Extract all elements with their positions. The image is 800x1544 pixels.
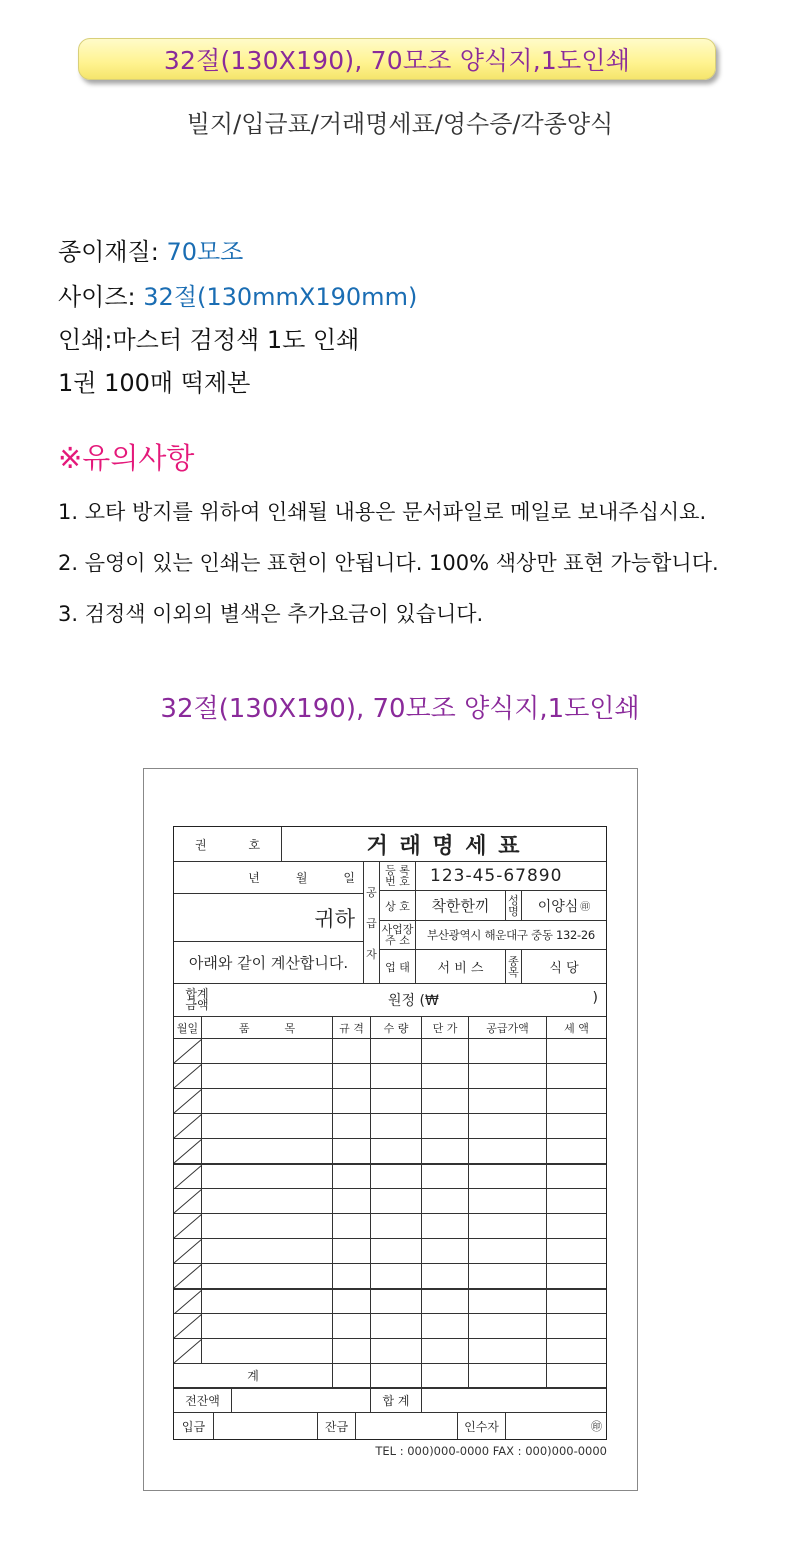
table-cell: [371, 1214, 422, 1238]
table-cell: [371, 1039, 422, 1063]
table-cell: [333, 1089, 371, 1113]
spec-label: 1권 100매 떡제본: [58, 369, 251, 397]
balance-label: 잔금: [318, 1413, 356, 1439]
table-cell: [469, 1339, 547, 1363]
notice-item: 1. 오타 방지를 위하여 인쇄될 내용은 문서파일로 메일로 보내주십시요.: [58, 500, 707, 524]
table-cell: [469, 1039, 547, 1063]
table-cell: [202, 1064, 333, 1088]
table-row: [174, 1089, 606, 1114]
table-cell: [174, 1314, 202, 1338]
table-cell: [202, 1189, 333, 1213]
table-cell: [371, 1314, 422, 1338]
total-close-paren: ): [592, 990, 598, 1006]
addr-label-line: 주 소: [385, 934, 410, 947]
table-cell: [371, 1064, 422, 1088]
table-row: [174, 1114, 606, 1139]
header-banner-text: 32절(130X190), 70모조 양식지,1도인쇄: [163, 46, 631, 75]
table-cell: [333, 1290, 371, 1313]
col-supply-amount: 공급가액: [469, 1017, 547, 1038]
table-cell: [547, 1139, 606, 1163]
table-cell: [202, 1339, 333, 1363]
item-table-header: [174, 1017, 606, 1039]
table-cell: [422, 1139, 469, 1163]
table-cell: [202, 1039, 333, 1063]
table-cell: [202, 1239, 333, 1263]
name-label-line: 성: [508, 893, 519, 907]
table-cell: [371, 1264, 422, 1288]
table-cell: [202, 1165, 333, 1188]
spec-label: 사이즈:: [58, 283, 144, 311]
form-title: 거 래 명 세 표: [366, 833, 522, 859]
table-cell: [174, 1290, 202, 1313]
col-tax: 세 액: [564, 1021, 589, 1035]
table-cell: [202, 1264, 333, 1288]
table-cell: [547, 1165, 606, 1188]
table-cell: [333, 1339, 371, 1363]
col-qty: 수 량: [371, 1017, 422, 1038]
notice-title: ※유의사항: [58, 441, 195, 475]
table-cell: [422, 1039, 469, 1063]
table-cell: [469, 1189, 547, 1213]
table-cell: [422, 1314, 469, 1338]
table-cell: [202, 1114, 333, 1138]
table-row: [174, 1214, 606, 1239]
table-cell: [547, 1089, 606, 1113]
table-row: [174, 1064, 606, 1089]
deposit-row: [174, 1413, 606, 1439]
table-cell: [469, 1165, 547, 1188]
jongmok-label-line: 종: [508, 954, 519, 968]
table-cell: [174, 1264, 202, 1288]
owner-name: 이양심: [537, 898, 579, 915]
spec-paper: [58, 232, 243, 267]
table-row: [174, 1039, 606, 1064]
table-cell: [202, 1314, 333, 1338]
gwon-label: 권: [194, 837, 207, 852]
notice-item: 3. 검정색 이외의 별색은 추가요금이 있습니다.: [58, 602, 484, 626]
col-spec: 규 격: [333, 1017, 371, 1038]
table-cell: [333, 1314, 371, 1338]
table-cell: [547, 1239, 606, 1263]
table-row: [174, 1289, 606, 1314]
jongmok-label-line: 목: [508, 965, 519, 979]
table-cell: [174, 1039, 202, 1063]
receiver-label: 인수자: [458, 1413, 506, 1439]
table-cell: [422, 1290, 469, 1313]
table-cell: [547, 1114, 606, 1138]
table-cell: [202, 1089, 333, 1113]
book-number-cell: [174, 827, 282, 861]
table-cell: [333, 1264, 371, 1288]
balance-row: [174, 1388, 606, 1413]
business-type: 서 비 스: [416, 950, 506, 983]
table-cell: [202, 1290, 333, 1313]
table-cell: [333, 1189, 371, 1213]
calc-text: 아래와 같이 계산합니다.: [188, 954, 349, 972]
deposit-label: 입금: [174, 1413, 214, 1439]
spec-value: 32절(130mmX190mm): [143, 283, 418, 311]
name-label: [506, 891, 522, 920]
table-cell: [174, 1089, 202, 1113]
table-cell: [371, 1165, 422, 1188]
addr-label-line: 사업장: [381, 923, 414, 936]
table-cell: [547, 1214, 606, 1238]
table-cell: [422, 1114, 469, 1138]
table-cell: [174, 1165, 202, 1188]
header-banner: [78, 38, 716, 80]
seal-icon: ㊞: [580, 902, 591, 913]
table-cell: [371, 1114, 422, 1138]
table-row: [174, 1314, 606, 1339]
table-cell: [174, 1064, 202, 1088]
subtitle: 빌지/입금표/거래명세표/영수증/각종양식: [186, 110, 614, 138]
table-cell: [174, 1189, 202, 1213]
upte-label: 업 태: [380, 950, 416, 983]
spec-binding: [58, 363, 250, 398]
name-label-line: 명: [508, 904, 519, 918]
table-cell: [174, 1239, 202, 1263]
year-label: 년: [248, 871, 260, 885]
table-cell: [422, 1264, 469, 1288]
total-won-text: 원정 (₩: [388, 993, 439, 1009]
table-cell: [333, 1165, 371, 1188]
spec-print: [58, 320, 359, 355]
table-cell: [371, 1189, 422, 1213]
table-cell: [547, 1264, 606, 1288]
reg-label-line: 등 록: [385, 864, 410, 877]
total-label-line: 합계: [185, 987, 209, 1001]
table-cell: [422, 1239, 469, 1263]
table-row: [174, 1339, 606, 1364]
reg-label-line: 번 호: [385, 875, 410, 888]
spec-label: 종이재질:: [58, 238, 167, 266]
table-cell: [422, 1339, 469, 1363]
table-cell: [547, 1039, 606, 1063]
table-cell: [469, 1314, 547, 1338]
table-cell: [333, 1239, 371, 1263]
date-cell: [174, 862, 363, 894]
ho-label: 호: [248, 837, 261, 852]
table-cell: [333, 1214, 371, 1238]
col-unit-price: 단 가: [422, 1017, 469, 1038]
table-cell: [371, 1290, 422, 1313]
tel-fax: TEL : 000)000-0000 FAX : 000)000-0000: [375, 1444, 607, 1458]
address: 부산광역시 해운대구 중동 132-26: [427, 928, 595, 942]
invoice-form: [173, 826, 607, 1440]
table-row: [174, 1139, 606, 1164]
spec-label: 인쇄:마스터 검정색 1도 인쇄: [58, 326, 360, 354]
table-cell: [371, 1089, 422, 1113]
table-cell: [174, 1114, 202, 1138]
sample-title: 32절(130X190), 70모조 양식지,1도인쇄: [160, 694, 640, 724]
day-label: 일: [343, 871, 355, 885]
table-cell: [174, 1214, 202, 1238]
grand-total-label: 합 계: [371, 1389, 422, 1412]
table-cell: [371, 1239, 422, 1263]
addr-label: [380, 921, 416, 949]
table-cell: [469, 1239, 547, 1263]
table-cell: [174, 1339, 202, 1363]
table-cell: [469, 1290, 547, 1313]
table-cell: [547, 1064, 606, 1088]
table-cell: [547, 1314, 606, 1338]
sangho-label: 상 호: [380, 891, 416, 920]
supplier-char: 자: [366, 947, 377, 961]
table-cell: [469, 1089, 547, 1113]
month-label: 월: [295, 871, 308, 885]
table-cell: [174, 1139, 202, 1163]
total-amount-cell: [220, 990, 606, 1010]
table-cell: [547, 1290, 606, 1313]
table-cell: [469, 1214, 547, 1238]
table-cell: [333, 1039, 371, 1063]
sum-label: 계: [174, 1364, 333, 1387]
table-cell: [469, 1139, 547, 1163]
table-cell: [371, 1139, 422, 1163]
table-cell: [422, 1089, 469, 1113]
prev-balance-label: 전잔액: [174, 1389, 232, 1412]
table-cell: [469, 1264, 547, 1288]
reg-label: [380, 862, 416, 890]
sum-row: [174, 1364, 606, 1388]
table-cell: [422, 1064, 469, 1088]
owner-name-cell: [522, 891, 606, 920]
table-cell: [469, 1114, 547, 1138]
table-cell: [333, 1114, 371, 1138]
supplier-label: [364, 862, 380, 983]
total-label-line: 금액: [185, 998, 209, 1012]
table-cell: [333, 1064, 371, 1088]
notice-item: 2. 음영이 있는 인쇄는 표현이 안됩니다. 100% 색상만 표현 가능합니다.: [58, 551, 719, 575]
spec-value: 70모조: [166, 238, 244, 266]
table-row: [174, 1264, 606, 1289]
reg-number: 123-45-67890: [430, 866, 563, 886]
col-item: 품 목: [202, 1017, 333, 1038]
table-cell: [371, 1339, 422, 1363]
receiver-seal-icon: ㊞: [591, 1420, 602, 1433]
table-cell: [202, 1139, 333, 1163]
business-item: 식 당: [549, 961, 579, 976]
supplier-char: 공: [366, 885, 377, 899]
table-cell: [547, 1339, 606, 1363]
gwiha-label: 귀하: [174, 894, 363, 942]
supplier-char: 급: [366, 916, 377, 930]
table-cell: [422, 1189, 469, 1213]
spec-size: [58, 277, 417, 312]
jongmok-label: [506, 950, 522, 983]
company-name: 착한한끼: [416, 891, 506, 920]
total-label: [174, 989, 220, 1011]
col-date: 월일: [174, 1017, 202, 1038]
table-cell: [469, 1064, 547, 1088]
table-cell: [422, 1165, 469, 1188]
table-cell: [333, 1139, 371, 1163]
item-rows: [174, 1039, 606, 1364]
table-cell: [202, 1214, 333, 1238]
table-row: [174, 1189, 606, 1214]
table-row: [174, 1164, 606, 1189]
table-cell: [547, 1189, 606, 1213]
table-cell: [422, 1214, 469, 1238]
table-row: [174, 1239, 606, 1264]
